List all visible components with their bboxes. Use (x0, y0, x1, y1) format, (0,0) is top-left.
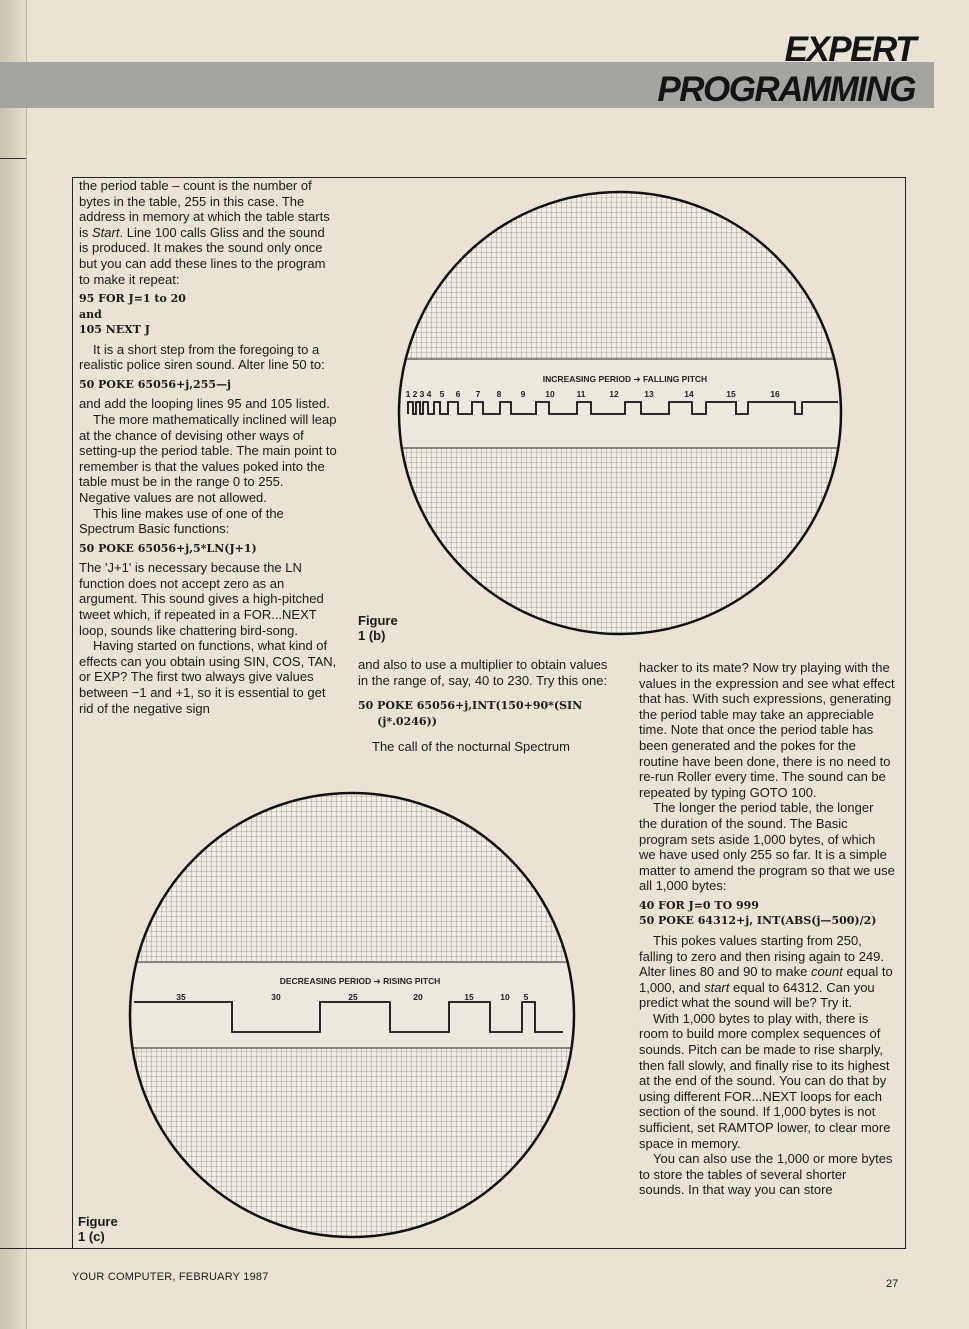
code-line: 95 FOR J=1 to 20 (79, 292, 186, 306)
period-label: 11 (576, 389, 586, 399)
column-3 (639, 660, 895, 1198)
page-edge (26, 0, 27, 1329)
period-label: 16 (770, 389, 780, 399)
period-label: 9 (520, 389, 526, 399)
paragraph: It is a short step from the foregoing to a realistic police siren sound. Alter line 50 to: (79, 341, 325, 373)
period-label: 13 (644, 389, 654, 399)
code-line: 50 POKE 64312+j, INT(ABS(j—500)/2) (639, 914, 877, 928)
paragraph: and add the looping lines 95 and 105 listed. (79, 396, 330, 412)
section-title: EXPERT PROGRAMMING (657, 30, 915, 109)
paragraph: The more mathematically inclined will leap at the chance of devising other ways of setting-up the period table. The main point to remember is that the values poked into the table must be in the range 0 to 255. Negative values are not allowed. (79, 411, 337, 505)
period-label: 15 (726, 389, 736, 399)
paragraph: and also to use a multiplier to obtain values in the range of, say, 40 to 230. Try this one: (358, 657, 608, 688)
paragraph: The 'J+1' is necessary because the LN function does not accept zero as an argument. This sound gives a high-pitched tweet which, if repeated in a FOR...NEXT loop, sounds like chattering bird-song. (79, 560, 324, 638)
code-block (358, 698, 616, 729)
period-label: 25 (348, 992, 358, 1002)
period-label: 6 (455, 389, 461, 399)
period-label: 1 (405, 389, 411, 399)
frame-rule-bottom (0, 1248, 906, 1249)
figure-1b-oscilloscope (392, 183, 848, 643)
code-line: 40 FOR J=0 TO 999 (639, 898, 759, 912)
period-label: 3 (419, 389, 425, 399)
period-label: 14 (684, 389, 694, 399)
frame-rule-left (72, 177, 73, 1249)
period-label: 4 (426, 389, 432, 399)
paragraph: This line makes use of one of the Spectrum Basic functions: (79, 505, 284, 537)
period-label: 7 (475, 389, 481, 399)
period-label: 10 (500, 992, 510, 1002)
period-label: 15 (464, 992, 474, 1002)
paragraph: You can also use the 1,000 or more bytes to store the tables of several shorter sounds. In that way you can store (639, 1151, 893, 1198)
footer-publication: YOUR COMPUTER, FEBRUARY 1987 (72, 1271, 269, 1283)
paragraph: This pokes values starting from 250, falling to zero and then rising again to 249. Alter lines 80 and 90 to make count equal to 1,000, and start equal to 64312. Can you predict what the sound will be? Try it. (639, 932, 893, 1011)
paragraph: The call of the nocturnal Spectrum (372, 739, 570, 755)
code-block (79, 291, 337, 338)
figure-label-line: 1 (b) (358, 628, 386, 643)
period-label: 2 (412, 389, 418, 399)
code-line: 50 POKE 65056+j,INT(150+90*(SIN (358, 699, 583, 713)
period-label: 8 (496, 389, 502, 399)
period-label: 5 (523, 992, 529, 1002)
column-1 (79, 178, 337, 716)
scope-trace-band (392, 359, 848, 448)
code-line: 50 POKE 65056+j,5*LN(J+1) (79, 541, 257, 555)
period-label: 20 (413, 992, 423, 1002)
period-label: 35 (176, 992, 186, 1002)
figure-1c-oscilloscope (122, 787, 584, 1247)
page-number: 27 (886, 1278, 899, 1290)
period-label: 30 (271, 992, 281, 1002)
paragraph: the period table – count is the number of bytes in the table, 255 in this case. The address in memory at which the table starts is Start. Line 100 calls Gliss and the sound is produced. It makes the sound only once but you can add these lines to the program to make it repeat: (79, 178, 330, 287)
code-block (639, 898, 895, 929)
figure-caption: INCREASING PERIOD ➔ FALLING PITCH (542, 374, 708, 384)
code-line: 50 POKE 65056+j,255—j (79, 377, 232, 391)
figure-label-1c (78, 1214, 118, 1244)
frame-rule-right (905, 177, 906, 1249)
paragraph: The longer the period table, the longer the duration of the sound. The Basic program sets aside 1,000 bytes, of which we have used only 255 so far. It is a simple matter to amend the program so that we use all 1,000 bytes: (639, 800, 895, 894)
code-line: 105 NEXT J (79, 323, 150, 337)
period-label: 5 (439, 389, 445, 399)
figure-caption: DECREASING PERIOD ➔ RISING PITCH (279, 976, 441, 986)
period-label: 10 (545, 389, 555, 399)
paragraph: Having started on functions, what kind of effects can you obtain using SIN, COS, TAN, or EXP? The first two always give values between −1 and +1, so it is essential to get rid of the negative sign (79, 638, 337, 716)
code-block (79, 541, 337, 557)
period-label: 12 (609, 389, 619, 399)
code-line: (j*.0246)) (358, 714, 437, 728)
code-line: and (79, 307, 102, 321)
column-2 (358, 657, 616, 755)
figure-label-line: Figure (358, 613, 398, 628)
paragraph: With 1,000 bytes to play with, there is room to build more complex sequences of sounds. Pitch can be made to rise sharply, then fall slowly, and finally rise to its highest at the end of the sound. You can do that by using different FOR...NEXT loops for each section of the sound. If 1,000 bytes is not sufficient, set RAMTOP lower, to clear more space in memory. (639, 1010, 891, 1151)
page-spine-shadow (0, 0, 26, 1329)
paragraph: hacker to its mate? Now try playing with the values in the expression and see what effect that has. With such expressions, generating the period table may take an appreciable time. Note that once the period table has been generated and the pokes for the routine have been done, there is no need to re-run Roller every time. The sound can be repeated by typing GOTO 100. (639, 660, 895, 800)
scope-trace-band (122, 962, 584, 1048)
code-block (79, 377, 337, 393)
figure-label-line: 1 (c) (78, 1229, 105, 1244)
margin-rule (0, 158, 26, 159)
figure-label-line: Figure (78, 1214, 118, 1229)
